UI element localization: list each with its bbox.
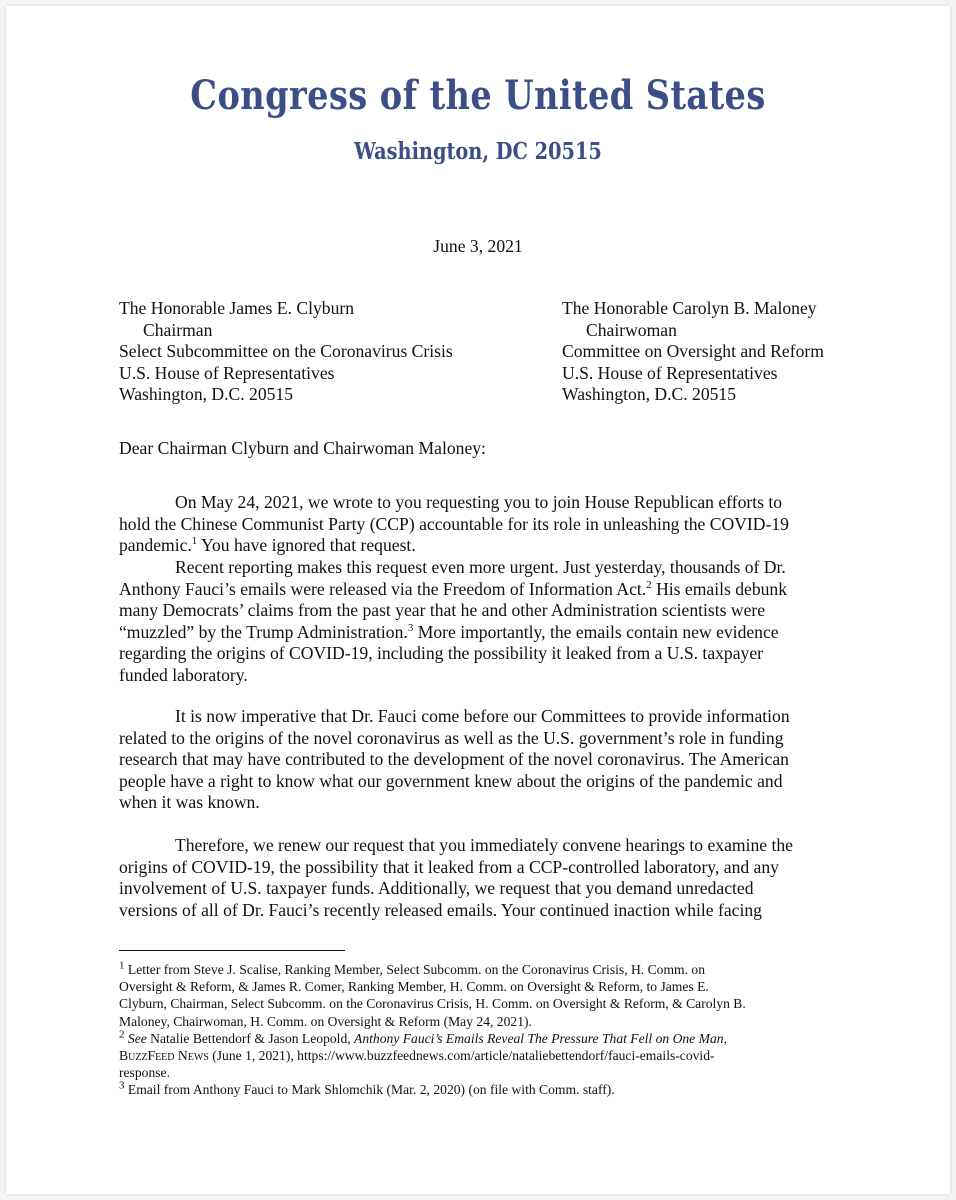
text-span: Natalie Bettendorf & Jason Leopold, [146,1030,355,1046]
footnote-number: 2 [119,1028,125,1041]
paragraph-line: regarding the origins of COVID-19, including the possibility it leaked from a U.S. taxpayer [119,643,763,664]
footnote-line [119,1030,859,1047]
paragraph-line: On May 24, 2021, we wrote to you requesting you to join House Republican efforts to [175,492,783,512]
footnotes [119,961,859,1099]
footnote-ref: 1 [191,535,198,548]
paragraph-line: many Democrats’ claims from the past year that he and other Administration scientists were [119,600,766,621]
recipient-name: The Honorable James E. Clyburn [119,298,355,318]
footnote-line [119,1047,859,1064]
body-paragraph-3 [119,706,849,814]
recipient-block-right [562,298,824,406]
letterhead-title: Congress of the United States [190,72,766,119]
paragraph-line [119,579,849,601]
salutation: Dear Chairman Clyburn and Chairwoman Maloney: [119,438,486,458]
footnote-3 [119,1081,859,1098]
paragraph-line: Therefore, we renew our request that you immediately convene hearings to examine the [175,835,793,855]
footnote-line [119,1081,859,1098]
source-name: BuzzFeed News [119,1048,209,1064]
recipient-body: U.S. House of Representatives [119,362,335,383]
recipient-address: Washington, D.C. 20515 [119,384,294,405]
paragraph-line: funded laboratory. [119,664,248,685]
recipient-body: U.S. House of Representatives [562,362,778,383]
footnote-ref: 2 [646,578,652,591]
text-span: (June 1, 2021), https://www.buzzfeednews.com/article/nataliebettendorf/fauci-emails-covid- [208,1048,715,1064]
paragraph-line: research that may have contributed to the development of the novel coronavirus. The American [119,749,789,770]
recipient-title: Chairman [143,319,213,340]
body-paragraph-4 [119,835,849,921]
footnote-1 [119,961,859,1030]
text-span: Email from Anthony Fauci to Mark Shlomchik (Mar. 2, 2020) (on file with Comm. staff). [124,1082,615,1098]
paragraph-line: related to the origins of the novel coronavirus as well as the U.S. government’s role in funding [119,727,784,748]
recipient-name: The Honorable Carolyn B. Maloney [562,298,817,318]
footnote-line [119,961,859,978]
recipient-committee: Select Subcommittee on the Coronavirus Crisis [119,341,453,362]
recipient-block-left [119,298,453,406]
letter-date: June 3, 2021 [433,236,523,256]
paragraph-line: origins of COVID-19, the possibility that it leaked from a CCP-controlled laboratory, and any [119,856,779,877]
text-span: You have ignored that request. [197,535,416,556]
paragraph-line [119,535,849,557]
letter-page [6,6,950,1194]
text-span: Anthony Fauci’s emails were released via the Freedom of Information Act. [119,578,647,599]
text-span: “muzzled” by the Trump Administration. [119,621,408,642]
paragraph-line: involvement of U.S. taxpayer funds. Additionally, we request that you demand unredacted [119,878,754,899]
footnote-line: Oversight & Reform, & James R. Comer, Ranking Member, H. Comm. on Oversight & Reform, to James E. [119,979,709,995]
text-span: More importantly, the emails contain new evidence [413,621,779,642]
footnote-number: 1 [119,959,125,972]
footnote-divider [119,950,345,951]
letterhead-location: Washington, DC 20515 [354,138,602,165]
recipient-address: Washington, D.C. 20515 [562,384,737,405]
paragraph-line: Recent reporting makes this request even more urgent. Just yesterday, thousands of Dr. [175,557,786,577]
footnote-line: response. [119,1065,170,1081]
text-span: Letter from Steve J. Scalise, Ranking Member, Select Subcomm. on the Coronavirus Crisis, H. Comm. on [124,962,706,977]
paragraph-line: when it was known. [119,792,260,813]
article-title: Anthony Fauci’s Emails Reveal The Pressure That Fell on One Man, [354,1030,727,1046]
recipient-committee: Committee on Oversight and Reform [562,341,824,362]
paragraph-line: people have a right to know what our government knew about the origins of the pandemic and [119,770,783,791]
footnote-2 [119,1030,859,1082]
footnote-number: 3 [119,1079,125,1092]
paragraph-line: versions of all of Dr. Fauci’s recently released emails. Your continued inaction while facing [119,899,762,920]
footnote-line: Clyburn, Chairman, Select Subcomm. on the Coronavirus Crisis, H. Comm. on Oversight & Reform, & Carolyn B. [119,996,746,1012]
signal-word: See [127,1030,147,1046]
text-span: His emails debunk [651,578,788,599]
paragraph-line: hold the Chinese Communist Party (CCP) accountable for its role in unleashing the COVID-19 [119,513,789,534]
footnote-ref: 3 [407,621,414,634]
body-paragraph-1 [119,492,849,557]
footnote-line: Maloney, Chairwoman, H. Comm. on Oversight & Reform (May 24, 2021). [119,1013,532,1029]
body-paragraph-2 [119,557,849,687]
paragraph-line [119,622,849,644]
text-span: pandemic. [119,535,192,556]
recipient-title: Chairwoman [586,319,677,340]
paragraph-line: It is now imperative that Dr. Fauci come before our Committees to provide information [175,706,790,726]
